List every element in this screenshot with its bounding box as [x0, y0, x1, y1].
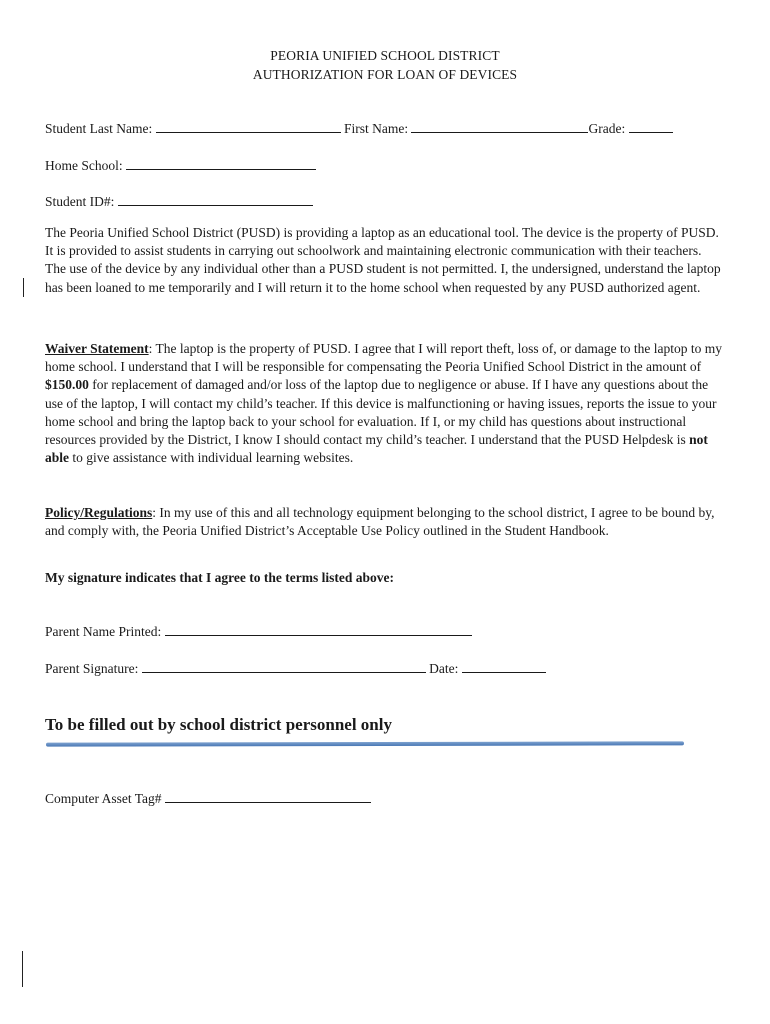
student-name-row [45, 120, 673, 138]
waiver-text-3: to give assistance with individual learning websites. [69, 450, 354, 466]
asset-tag-field[interactable] [165, 790, 371, 803]
parent-name-label: Parent Name Printed: [45, 624, 162, 639]
last-name-label: Student Last Name: [45, 121, 153, 136]
last-name-field[interactable] [156, 120, 341, 133]
home-school-row [45, 157, 316, 175]
student-id-row [45, 193, 313, 211]
home-school-label: Home School: [45, 158, 123, 173]
grade-field[interactable] [629, 120, 673, 133]
home-school-field[interactable] [126, 157, 316, 170]
parent-signature-row [45, 660, 546, 678]
policy-text: : In my use of this and all technology equipment belonging to the school district, I agree to be bound by, and comply with, the Peoria Unified District’s Acceptable Use Policy outlined in the Student Handbook. [45, 505, 715, 539]
waiver-text-2: for replacement of damaged and/or loss of the laptop due to negligence or abuse. If I have any questions about the use of the laptop, I will contact my child’s teacher. If this device is malfunctioning or having issues, reports the issue to your home school and bring the laptop back to your school for evaluation. If I, or my child has questions about instructional resources provided by the District, I know I should contact my child’s teacher. I understand that the PUSD Helpdesk is [45, 377, 717, 448]
date-field[interactable] [462, 660, 546, 673]
waiver-amount: $150.00 [45, 377, 89, 393]
district-section-title: To be filled out by school district personnel only [45, 715, 392, 734]
waiver-paragraph [45, 340, 725, 467]
district-title: PEORIA UNIFIED SCHOOL DISTRICT [270, 48, 500, 63]
first-name-label: First Name: [343, 121, 409, 136]
signature-statement: My signature indicates that I agree to the terms listed above: [45, 570, 394, 585]
date-label: Date: [429, 661, 459, 676]
parent-name-row [45, 623, 472, 641]
asset-tag-label: Computer Asset Tag# [45, 791, 162, 806]
intro-paragraph: The Peoria Unified School District (PUSD) is providing a laptop as an educational tool. The device is the property of PUSD. It is provided to assist students in carrying out schoolwork and maintaining electronic communication with their teachers. The use of the device by any individual other than a PUSD student is not permitted. I, the undersigned, understand the laptop has been loaned to me temporarily and I will return it to the home school when requested by any PUSD authorized agent. [45, 225, 721, 295]
parent-name-field[interactable] [165, 623, 472, 636]
margin-change-bar [23, 278, 24, 297]
margin-change-bar [22, 951, 23, 987]
waiver-not-able: not able [45, 432, 708, 466]
parent-signature-field[interactable] [142, 660, 426, 673]
student-id-label: Student ID#: [45, 194, 115, 209]
form-title: AUTHORIZATION FOR LOAN OF DEVICES [252, 67, 518, 82]
waiver-heading: Waiver Statement [45, 341, 149, 356]
section-divider [46, 741, 684, 746]
parent-signature-label: Parent Signature: [45, 661, 139, 676]
student-id-field[interactable] [118, 193, 313, 206]
policy-heading: Policy/Regulations [45, 505, 153, 520]
asset-tag-row [45, 790, 371, 808]
first-name-field[interactable] [411, 120, 588, 133]
grade-label: Grade: [588, 121, 626, 136]
waiver-text-1: : The laptop is the property of PUSD. I agree that I will report theft, loss of, or damage to the laptop to my home school. I understand that I will be responsible for compensating the Peoria Unified School District in the amount of [45, 341, 722, 375]
policy-paragraph [45, 504, 725, 540]
